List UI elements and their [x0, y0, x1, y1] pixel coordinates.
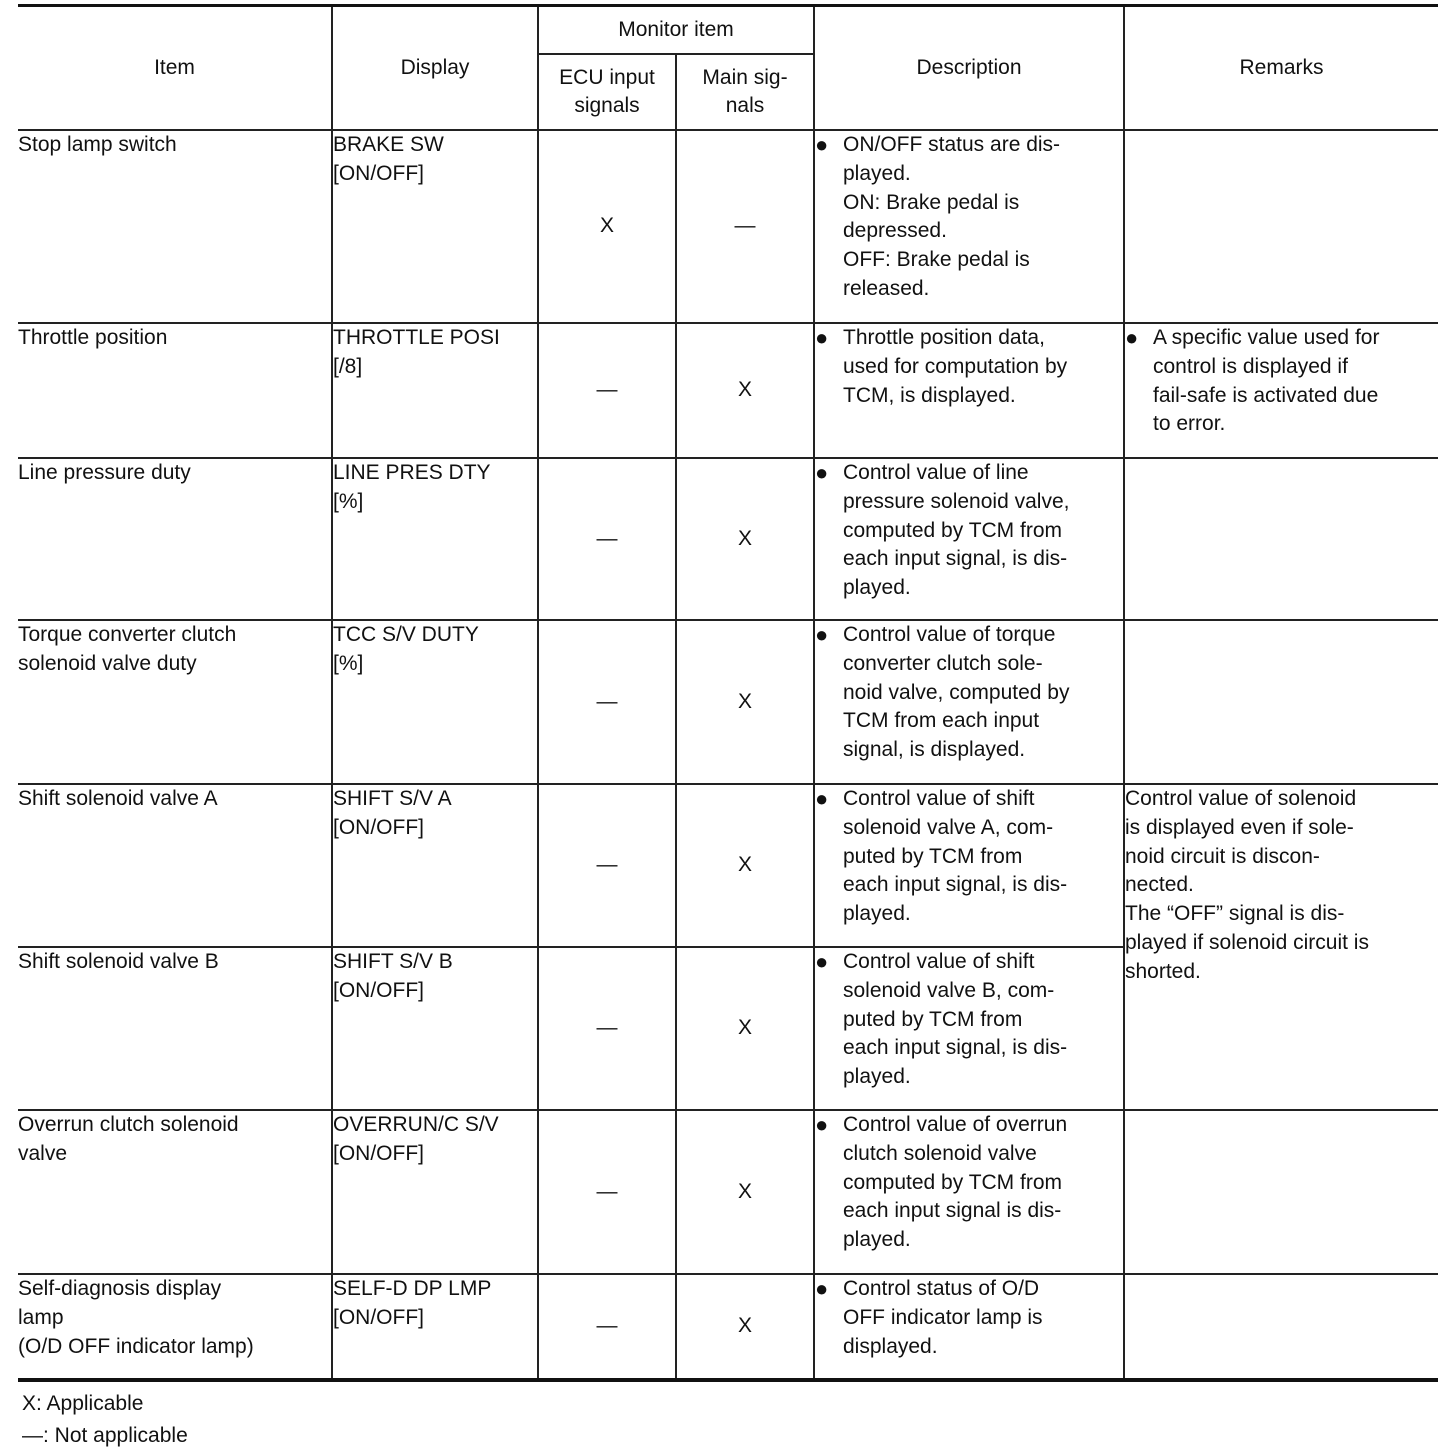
item-cell: Shift solenoid valve B	[18, 947, 332, 1110]
header-item: Item	[18, 6, 332, 131]
item-cell: Throttle position	[18, 323, 332, 458]
ecu-input-mark: —	[538, 1110, 676, 1274]
description-text: Control value of overrun clutch solenoid valve computed by TCM from each input signal is dis- played.	[843, 1113, 1068, 1252]
item-cell: Line pressure duty	[18, 458, 332, 620]
bullet-icon: ●	[815, 325, 829, 350]
item-cell: Shift solenoid valve A	[18, 784, 332, 947]
display-cell: SHIFT S/V A [ON/OFF]	[332, 784, 538, 947]
bullet-icon: ●	[815, 1276, 829, 1301]
ecu-input-mark: —	[538, 458, 676, 620]
description-cell	[814, 458, 1124, 620]
bullet-icon: ●	[815, 460, 829, 485]
ecu-input-mark: —	[538, 323, 676, 458]
remarks-text: A specific value used for control is displayed if fail-safe is activated due to error.	[1153, 326, 1380, 436]
main-signal-mark: X	[676, 947, 814, 1110]
bullet-icon: ●	[815, 1112, 829, 1137]
description-text: Control value of torque converter clutch sole- noid valve, computed by TCM from each input signal, is displayed.	[843, 623, 1070, 762]
description-cell	[814, 1274, 1124, 1380]
main-signal-mark: X	[676, 1110, 814, 1274]
description-cell	[814, 620, 1124, 784]
header-display: Display	[332, 6, 538, 131]
header-ecu-input-signals: ECU input signals	[538, 54, 676, 130]
item-cell: Torque converter clutch solenoid valve duty	[18, 620, 332, 784]
main-signal-mark: —	[676, 130, 814, 323]
display-cell: BRAKE SW [ON/OFF]	[332, 130, 538, 323]
description-text: Control status of O/D OFF indicator lamp is displayed.	[843, 1277, 1043, 1358]
display-cell: SHIFT S/V B [ON/OFF]	[332, 947, 538, 1110]
ecu-input-mark: —	[538, 620, 676, 784]
remarks-cell	[1124, 1110, 1438, 1274]
legend-not-applicable: —: Not applicable	[22, 1424, 188, 1447]
description-text: Throttle position data, used for computation by TCM, is displayed.	[843, 326, 1068, 407]
remarks-cell	[1124, 130, 1438, 323]
display-cell: SELF-D DP LMP [ON/OFF]	[332, 1274, 538, 1380]
description-text: Control value of line pressure solenoid valve, computed by TCM from each input signal, is dis- played.	[843, 461, 1070, 600]
ecu-input-mark: —	[538, 1274, 676, 1380]
monitor-item-table	[18, 4, 1438, 1382]
description-cell	[814, 130, 1124, 323]
item-cell: Overrun clutch solenoid valve	[18, 1110, 332, 1274]
legend	[22, 1388, 188, 1452]
description-cell	[814, 784, 1124, 947]
main-signal-mark: X	[676, 458, 814, 620]
description-text: Control value of shift solenoid valve B, com- puted by TCM from each input signal, is dis- played.	[843, 950, 1068, 1089]
bullet-icon: ●	[815, 622, 829, 647]
display-cell: LINE PRES DTY [%]	[332, 458, 538, 620]
bullet-icon: ●	[1125, 325, 1139, 350]
display-cell: TCC S/V DUTY [%]	[332, 620, 538, 784]
page	[18, 0, 1438, 1454]
item-cell: Self-diagnosis display lamp (O/D OFF indicator lamp)	[18, 1274, 332, 1380]
legend-applicable: X: Applicable	[22, 1392, 144, 1415]
table-row	[18, 620, 1438, 784]
header-row-1	[18, 6, 1438, 55]
bullet-icon: ●	[815, 786, 829, 811]
remarks-cell	[1124, 620, 1438, 784]
table-row	[18, 130, 1438, 323]
main-signal-mark: X	[676, 323, 814, 458]
bullet-icon: ●	[815, 949, 829, 974]
description-cell	[814, 323, 1124, 458]
ecu-input-mark: X	[538, 130, 676, 323]
main-signal-mark: X	[676, 784, 814, 947]
table-row	[18, 1274, 1438, 1380]
header-remarks: Remarks	[1124, 6, 1438, 131]
description-text: Control value of shift solenoid valve A, com- puted by TCM from each input signal, is dis- played.	[843, 787, 1068, 926]
description-cell	[814, 1110, 1124, 1274]
header-monitor-item: Monitor item	[538, 6, 814, 55]
description-text: ON/OFF status are dis- played. ON: Brake pedal is depressed. OFF: Brake pedal is released.	[843, 133, 1061, 300]
table-row	[18, 458, 1438, 620]
table-row	[18, 784, 1438, 947]
header-description: Description	[814, 6, 1124, 131]
header-main-signals: Main sig- nals	[676, 54, 814, 130]
table-row	[18, 323, 1438, 458]
remarks-cell	[1124, 1274, 1438, 1380]
item-cell: Stop lamp switch	[18, 130, 332, 323]
display-cell: OVERRUN/C S/V [ON/OFF]	[332, 1110, 538, 1274]
ecu-input-mark: —	[538, 947, 676, 1110]
remarks-cell	[1124, 323, 1438, 458]
remarks-cell: Control value of solenoid is displayed even if sole- noid circuit is discon- nected. The “OFF” signal is dis- played if solenoid circuit is shorted.	[1124, 784, 1438, 1110]
remarks-cell	[1124, 458, 1438, 620]
display-cell: THROTTLE POSI [/8]	[332, 323, 538, 458]
ecu-input-mark: —	[538, 784, 676, 947]
bullet-icon: ●	[815, 132, 829, 157]
main-signal-mark: X	[676, 1274, 814, 1380]
main-signal-mark: X	[676, 620, 814, 784]
table-row	[18, 1110, 1438, 1274]
description-cell	[814, 947, 1124, 1110]
